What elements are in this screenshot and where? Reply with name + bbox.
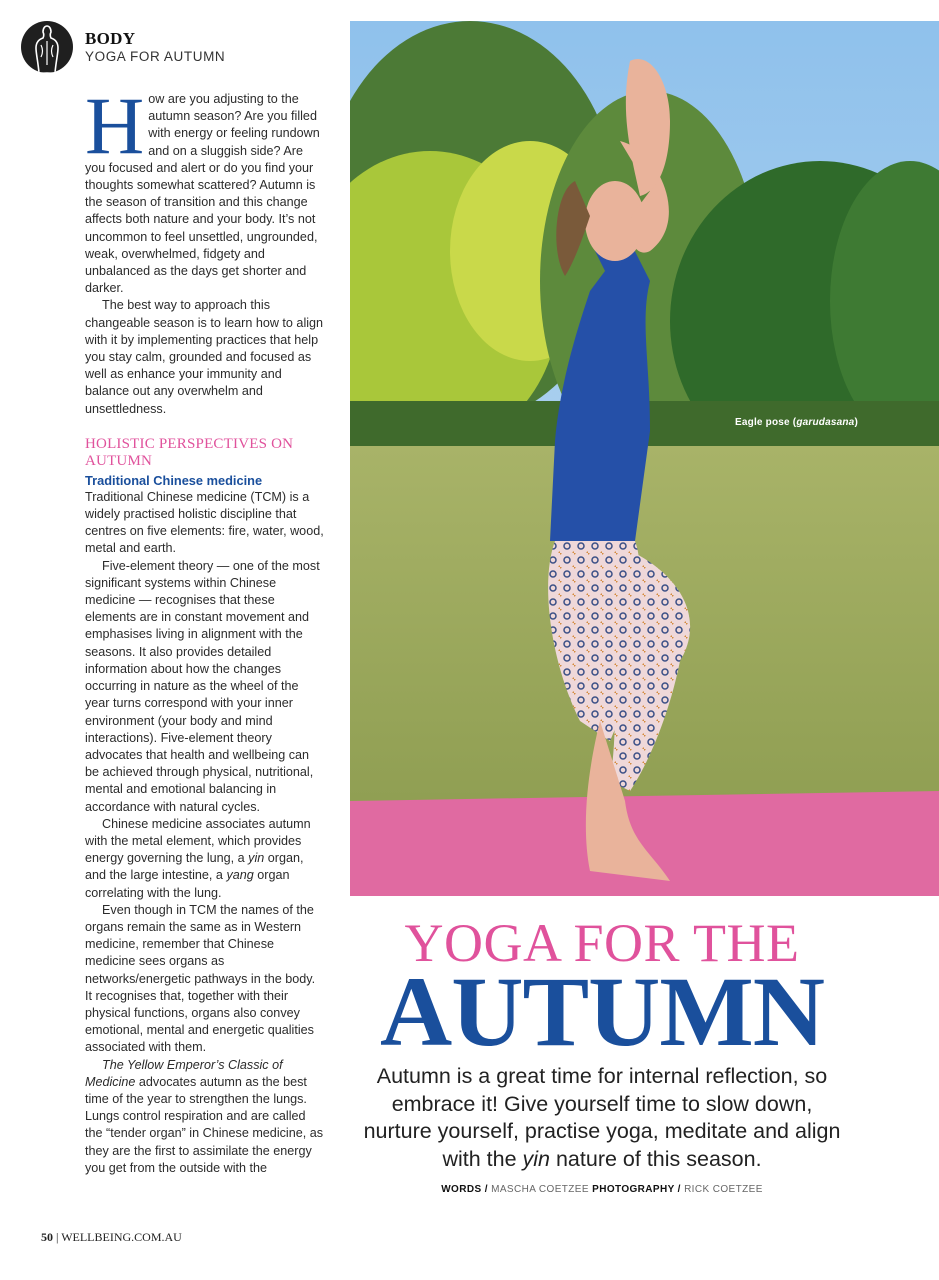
standfirst-yin: yin — [522, 1146, 550, 1171]
tcm-p3-text-a: Chinese medicine associates autumn with the metal element, which provides energy governing the lung, a — [85, 816, 311, 866]
site-url: WELLBEING.COM.AU — [61, 1230, 182, 1244]
tcm-paragraph-1: Traditional Chinese medicine (TCM) is a widely practised holistic discipline that centres on five elements: fire, water, wood, metal and earth. — [85, 489, 324, 556]
section-title: BODY — [85, 29, 136, 48]
intro-paragraph — [85, 80, 325, 297]
caption-text-a: Eagle pose ( — [735, 417, 797, 428]
body-silhouette-icon — [21, 21, 73, 73]
headline-top: YOGA FOR THE — [404, 913, 800, 973]
standfirst-text-a: Autumn is a great time for internal reflection, so embrace it! Give yourself time to slow down, nurture yourself, practise yoga, meditate and align with the — [363, 1064, 841, 1171]
tcm-paragraph-5 — [85, 1057, 325, 1177]
caption-italic: garudasana — [796, 417, 855, 428]
section-subtitle: YOGA FOR AUTUMN — [85, 49, 226, 64]
caption-text-b: ) — [854, 417, 858, 428]
subheading: HOLISTIC PERSPECTIVES ON AUTUMN — [85, 435, 294, 469]
tcm-p3-text-b: organ, and the large intestine, a — [85, 851, 304, 883]
tcm-p3-text-c: organ correlating with the lung. — [85, 868, 290, 900]
page-number: 50 — [41, 1230, 53, 1244]
tcm-p3-yang: yang — [226, 868, 254, 883]
tcm-paragraph-3 — [85, 816, 325, 902]
tcm-p5-text: advocates autumn as the best time of the year to strengthen the lungs. Lungs control respiration and are called the “tender organ” in Chinese medicine, as they are the first to assimilate the energy you get from the outside with the — [85, 1074, 324, 1175]
photo-label: PHOTOGRAPHY / — [592, 1184, 681, 1195]
photo-caption — [735, 417, 858, 428]
page-folio: 50 | WELLBEING.COM.AU — [41, 1230, 182, 1244]
eagle-pose-photo — [350, 21, 939, 896]
book-title: The Yellow Emperor’s Classic of Medicine — [85, 1057, 283, 1089]
photo-name: RICK COETZEE — [684, 1184, 763, 1195]
headline-main: AUTUMN — [380, 956, 824, 1067]
words-name: MASCHA COETZEE — [491, 1184, 589, 1195]
words-label: WORDS / — [441, 1184, 488, 1195]
article-body — [85, 80, 325, 1177]
drop-cap: H — [85, 80, 145, 171]
intro-text: ow are you adjusting to the autumn season? Are you filled with energy or feeling rundown and on a sluggish side? Are you focused and alert or do you find your thoughts somewhat scattered? Autumn is the season of transition and this change affects both nature and your body. It’s not uncommon to feel unsettled, ungrounded, weak, overwhelmed, fidgety and unbalanced as the days get shorter and darker. — [85, 92, 320, 296]
standfirst-text-b: nature of this season. — [550, 1146, 762, 1171]
tcm-paragraph-2: Five-element theory — one of the most significant systems within Chinese medicine — recognises that these elements are in constant movement and emphasises living in alignment with the seasons. It also provides detailed information about how the changes occurring in nature as the wheel of the year turns correspond with your inner environment (your body and mind interactions). Five-element theory advocates that health and wellbeing can be achieved through physical, nutritional, mental and emotional balancing in accordance with natural cycles. — [85, 558, 320, 814]
sub-subheading: Traditional Chinese medicine — [85, 472, 263, 488]
credits — [350, 1184, 854, 1195]
standfirst — [356, 1063, 848, 1173]
tcm-p3-yin: yin — [248, 851, 265, 866]
tcm-paragraph-4: Even though in TCM the names of the organs remain the same as in Western medicine, remember that Chinese medicine sees organs as networks/energetic pathways in the body. It recognises that, together with their physical functions, organs also convey emotional, mental and energetic qualities associated with them. — [85, 902, 316, 1055]
intro-paragraph-2: The best way to approach this changeable season is to learn how to align with it by implementing practices that help you stay calm, grounded and focused as well as enhance your immunity and balance out any overwhelm and unsettledness. — [85, 298, 324, 416]
